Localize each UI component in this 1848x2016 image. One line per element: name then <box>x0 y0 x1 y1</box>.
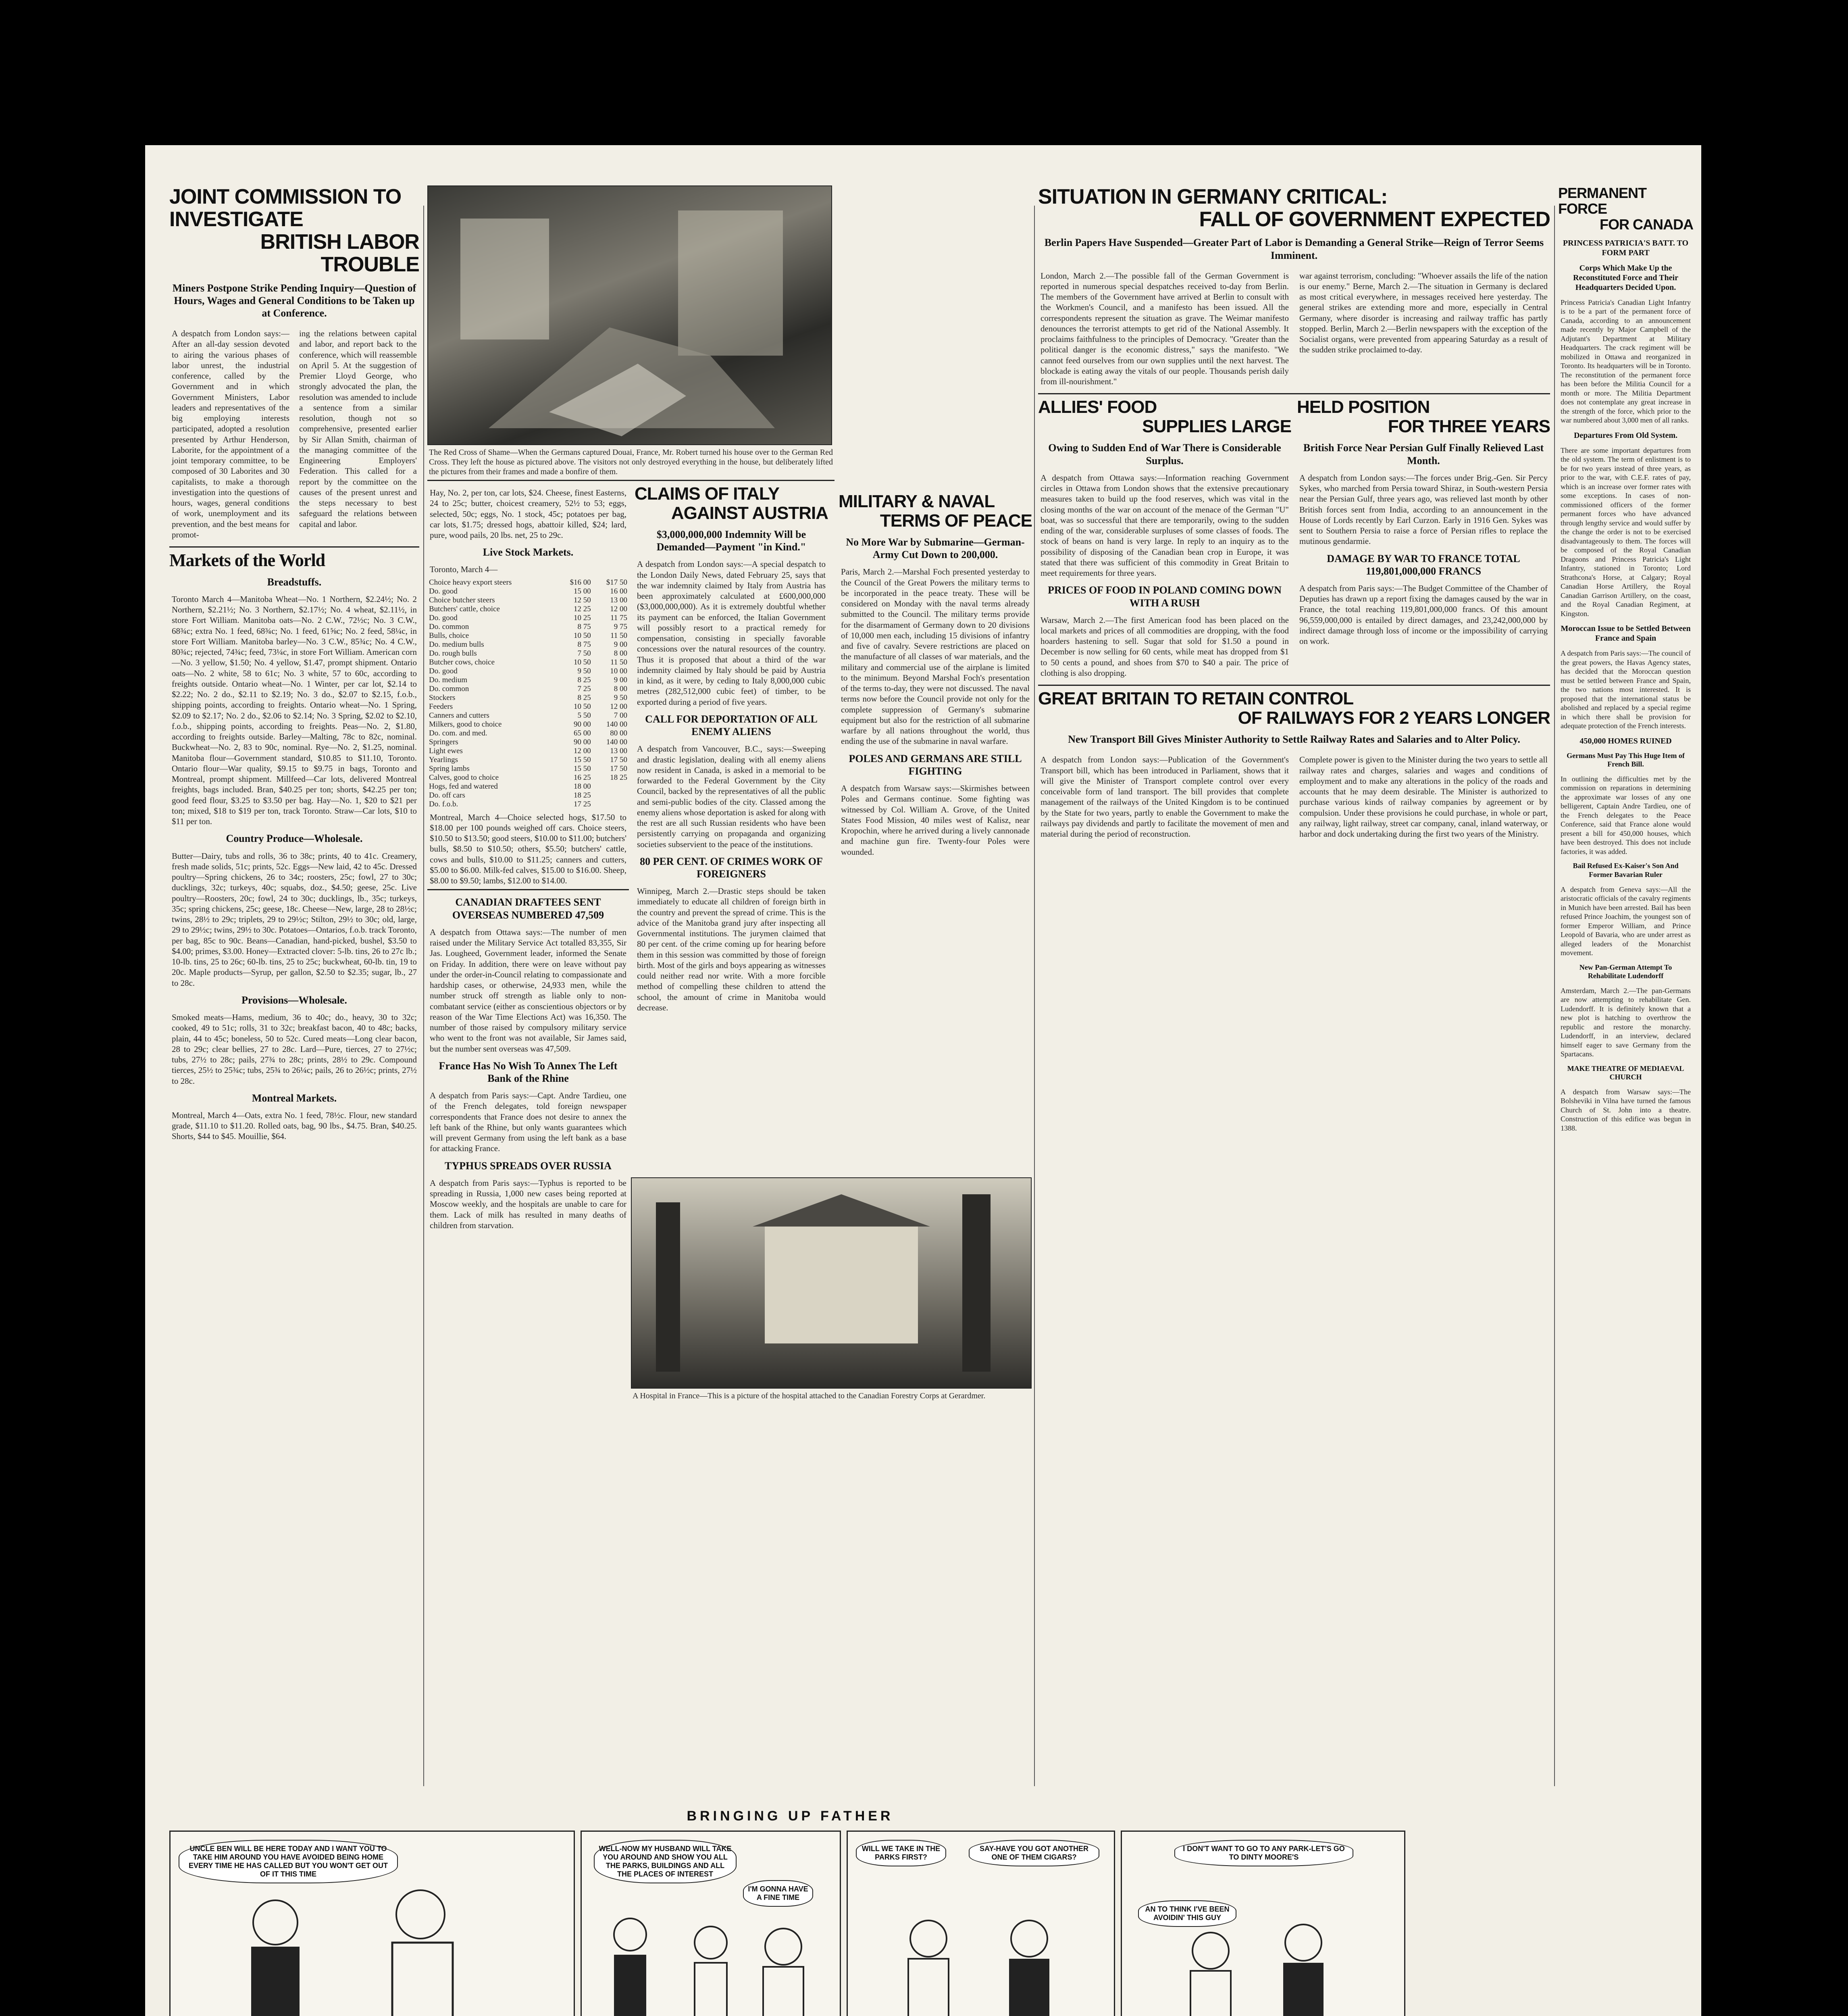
livestock-price: 18 00 <box>573 782 591 791</box>
livestock-price: 11 50 <box>610 631 627 640</box>
livestock-price: 9 50 <box>614 693 627 702</box>
livestock-price: 16 25 <box>573 773 591 782</box>
markets-body: Toronto March 4—Manitoba Wheat—No. 1 Northern, $2.24½; No. 2 Northern, $2.21½; No. 3 Northern, $2.17½; No. 4 wheat, $2.11½, in store Fort William. Manitoba oats—No. 2 C.W., 72½c; No. 3 C.W., 68¾c; extra No. 1 feed, 68¾c; No. 1 feed, 61⅝c; No. 2 feed, 58¼c, in store Fort William. Manitoba barley—No. 3 C.W., 85¾c; No. 4 C.W., 80¾c; rejected, 74¾c; feed, 73¼c, in store Fort William. American corn—No. 3 yellow, $1.50; No. 4 yellow, $1.47, prompt shipment. Ontario oats—No. 2 white, 58 to 61c; No. 3 white, 57 to 60c, according to freights outside. Ontario wheat—No. 1 Winter, per car lot, $2.14 to $2.22; No. 2 do., $2.11 to $2.19; No. 3 do., $2.07 to $2.15, f.o.b., shipping points, according to freights. Ontario wheat—No. 1 Spring, $2.09 to $2.17; No. 2 do., $2.06 to $2.14; No. 3 Spring, $2.02 to $2.10, f.o.b., shipping points, according to freights. Peas—No. 2, $1.80, according to freights outside. Barley—Malting, 78c to 82c, nominal. Buckwheat—No. 2, 83 to 90c, nominal. Rye—No. 2, $1.25, nominal. Manitoba flour—Government standard, $10.85 to $11.10, Toronto. Ontario flour—War quality, $9.15 to $9.75 in bags, Toronto and Montreal, prompt shipment. Millfeed—Car lots, delivered Montreal freights, bags included. Bran, $40.25 per ton; shorts, $42.25 per ton; good feed flour, $3.25 to $3.50 per bag. Hay—No. 1, $20 to $21 per ton; mixed, $18 to $19 per ton, track Toronto. Straw—Car lots, $10 to $11 per ton. <box>172 594 417 827</box>
naval-headline-line2: TERMS OF PEACE <box>880 510 1032 531</box>
livestock-price: $17 50 <box>606 578 627 587</box>
poles-title: POLES AND GERMANS ARE STILL FIGHTING <box>849 752 1022 777</box>
livestock-row <box>427 756 629 764</box>
livestock-price <box>593 800 629 809</box>
labor-body-b: ing the relations between capital and labor, and report back to the conference, which will reassemble on April 5. At the suggestion of Premier Lloyd George, who strongly advocated the plan, the resolution was amended to include a sentence from a similar resolution, though not so comprehensive, presented earlier by Sir Allan Smith, chairman of the managing committee of the Engineering Employers' Federation. This called for a report by the committee on the causes of the present unrest and the steps necessary to best safeguard the relations between capital and labor. <box>299 329 417 529</box>
livestock-item: Butchers' cattle, choice <box>429 604 500 613</box>
livestock-price: 17 50 <box>610 764 627 773</box>
livestock-price: 9 50 <box>577 666 591 675</box>
comic-panel-4 <box>1121 1831 1405 2016</box>
italy-body: A despatch from London says:—A special despatch to the London Daily News, dated February 25, says that the war indemnity claimed by Italy from Austria has been approximately calculated at £600,000,000 ($3,000,000,000). As it is extremely doubtful whether its payment can be enforced, the Italian Government will possibly resort to a practical remedy for compensation, consisting in specially favorable concessions over the natural resources of the country. Thus it is proposed that about a third of the war indemnity claimed by Italy should be paid by Austria in kind, as it were, by ceding to Italy 8,000,000 cubic metres (282,512,000 cubic feet) of timber, to be exported during a period of five years. <box>637 559 826 707</box>
livestock-price <box>593 782 629 791</box>
livestock-price: 12 50 <box>573 596 591 604</box>
livestock-price: 7 25 <box>577 684 591 693</box>
typhus-body: A despatch from Paris says:—Typhus is reported to be spreading in Russia, 1,000 new cases being reported at Moscow weekly, and the hospitals are unable to care for them. Lack of milk has resulted in many deaths of children from starvation. <box>430 1178 626 1230</box>
livestock-item: Milkers, good to choice <box>429 720 502 729</box>
livestock-item: Do. f.o.b. <box>429 800 458 808</box>
col5-middle <box>1038 398 1550 681</box>
divider <box>1038 685 1550 686</box>
speech-bubble: I DON'T WANT TO GO TO ANY PARK-LET'S GO TO DINTY MOORE'S <box>1174 1840 1353 1866</box>
departures-body: There are some important departures from the old system. The term of enlistment is to be for two years instead of three years, as prior to the war, with C.E.F. rates of pay, which is an increase over former rates with some exceptions. In cases of non-commissioned officers of the former permanent forces who have advanced through lengthy service and would suffer by the change the order is not to be exercised disadvantageously to them. The forces will be composed of the Royal Canadian Dragoons and Princess Patricia's Light Infantry, stationed in Toronto; Lord Strathcona's Horse, at Calgary; Royal Canadian Horse Artillery, the Royal Canadian Garrison Artillery, on the coast, and the Royal Canadian Regiment, at Kingston. <box>1561 446 1691 618</box>
church-body: A despatch from Warsaw says:—The Bolsheviki in Vilna have turned the famous Church of St. John into a theatre. Construction of this edifice was begun in 1388. <box>1561 1087 1691 1132</box>
allies-deck: Owing to Sudden End of War There is Considerable Surplus. <box>1048 442 1281 467</box>
draftees-title: CANADIAN DRAFTEES SENT OVERSEAS NUMBERED 47,509 <box>452 896 604 921</box>
livestock-price: 12 25 <box>573 604 591 613</box>
railway-deck: New Transport Bill Gives Minister Authority to Settle Railway Rates and Salaries and to Alter Policy. <box>1068 733 1520 746</box>
livestock-item: Do. off cars <box>429 791 465 800</box>
livestock-price: 8 25 <box>577 693 591 702</box>
livestock-row <box>427 773 629 782</box>
livestock-intro: Toronto, March 4— <box>430 564 498 575</box>
permanent-force-deck1: PRINCESS PATRICIA'S BATT. TO FORM PART <box>1563 238 1689 257</box>
livestock-price: 65 00 <box>573 729 591 737</box>
permanent-force-headline-line1: PERMANENT FORCE <box>1558 185 1647 217</box>
livestock-price: 15 00 <box>573 587 591 596</box>
red-cross-photo <box>427 185 832 445</box>
livestock-price: 9 00 <box>614 640 627 649</box>
livestock-row <box>427 782 629 791</box>
divider <box>169 546 419 548</box>
divider <box>427 889 629 890</box>
livestock-price: 80 00 <box>610 729 627 737</box>
persia-column <box>1297 398 1550 681</box>
livestock-item: Feeders <box>429 702 453 711</box>
livestock-item: Light ewes <box>429 746 463 755</box>
family-figures <box>582 1910 840 2016</box>
comic-strip <box>169 1808 1411 2016</box>
italy-deck: $3,000,000,000 Indemnity Will be Demanded—Payment "in Kind." <box>656 529 806 553</box>
livestock-price: 15 50 <box>573 764 591 773</box>
country-body: Butter—Dairy, tubs and rolls, 36 to 38c; prints, 40 to 41c. Creamery, fresh made solids, 51c; prints, 52c. Eggs—New laid, 42 to 45c. Dressed poultry—Spring chickens, 26 to 34c; roosters, 25c; fowl, 27 to 30c; ducklings, 32c; turkeys, 40c; squabs, doz., $4.50; geese, 25c. Live poultry—Roosters, 20c; fowl, 24 to 30c; ducklings, lb., 35c; turkeys, 35c; spring chickens, 25c; geese, 18c. Cheese—New, large, 28 to 28½c; twins, 28½ to 29c; triplets, 29 to 29½c; Stilton, 29½ to 30c; old, large, 29 to 29½c; twins, 29½ to 30c. Potatoes—Ontarios, f.o.b. track Toronto, per bag, 85c to 90c. Beans—Canadian, hand-picked, bushel, $3.50 to $4.00; primes, $3.00. Honey—Extracted clover: 5-lb. tins, 26 to 27c lb.; 10-lb. tins, 25 to 26c; 60-lb. tins, 25 to 25c; buckwheat, 60-lb. tin, 19 to 20c. Maple products—Syrup, per gallon, $2.50 to $2.35; sugar, lb., 27 to 28c. <box>172 851 417 988</box>
homes-sub: Germans Must Pay This Huge Item of French Bill. <box>1567 751 1685 768</box>
homes-body: In outlining the difficulties met by the commission on reparations in determining the approximate war losses of any one belligerent, Captain Andre Tardieu, one of the French delegates to the Peace Conference, said that France alone would present a bill for 450,000 houses, which have been destroyed. This does not include factories, it was added. <box>1561 775 1691 856</box>
livestock-row <box>427 694 629 702</box>
crimes-title: 80 PER CENT. OF CRIMES WORK OF FOREIGNERS <box>640 855 823 880</box>
speech-bubble: WELL-NOW MY HUSBAND WILL TAKE YOU AROUND AND SHOW YOU ALL THE PARKS, BUILDINGS AND ALL THE PLACES OF INTEREST <box>594 1840 737 1883</box>
bail-title: Bail Refused Ex-Kaiser's Son And Former Bavarian Ruler <box>1573 862 1679 879</box>
column-rule <box>1034 206 1035 1786</box>
livestock-row <box>427 649 629 658</box>
column-2 <box>427 185 835 1790</box>
permanent-force-body: Princess Patricia's Canadian Light Infantry is to be a part of the permanent force of Canada, according to an announcement made recently by Major Campbell of the Adjutant's Department at Military Headquarters. The crack regiment will be mobilized in Ottawa and reorganized in Toronto. Its headquarters will be in Toronto. The reconstitution of the permanent force has been before the Militia Council for a month or more. The Militia Department does not contemplate any great increase in the strength of the force, which prior to the war numbered about 3,000 men of all ranks. <box>1561 298 1691 425</box>
livestock-price: 10 50 <box>573 702 591 711</box>
livestock-price: 10 00 <box>610 666 627 675</box>
church-title: MAKE THEATRE OF MEDIAEVAL CHURCH <box>1567 1064 1684 1081</box>
livestock-price: 5 50 <box>577 711 591 720</box>
livestock-row <box>427 738 629 747</box>
column-1 <box>169 185 419 1790</box>
hay-text: Hay, No. 2, per ton, car lots, $24. Cheese, finest Easterns, 24 to 25c; butter, choicest creamery, 52½ to 53; eggs, selected, 50c; eggs, No. 1 stock, 45c; potatoes per bag, car lots, $1.75; dressed hogs, abattoir killed, $24; lard, pure, wood pails, 20 lbs. net, 25 to 29c. <box>430 488 626 540</box>
labor-body-a: A despatch from London says:—After an all-day session devoted to airing the various phases of labor unrest, the industrial conference, called by the Government and in which Government Ministers, Labor leaders and representatives of the big employing interests participated, adopted a resolution presented by Arthur Henderson, Laborite, for the appointment of a joint temporary committee, to be composed of 30 Laborites and 30 capitalists, to make a thorough investigation into the questions of hours, wages, general conditions of work, unemployment and its prevention, and the best means for promot- <box>172 329 289 539</box>
germany-deck: Berlin Papers Have Suspended—Greater Part of Labor is Demanding a General Strike—Reign of Terror Seems Imminent. <box>1044 237 1544 261</box>
jiggs-and-uncle-figures <box>1122 1918 1404 2016</box>
livestock-row <box>427 764 629 773</box>
allies-headline-line1: ALLIES' FOOD <box>1038 397 1157 417</box>
pangerman-title: New Pan-German Attempt To Rehabilitate Ludendorff <box>1579 963 1672 980</box>
moroccan-body: A despatch from Paris says:—The council of the great powers, the Havas Agency states, has decided that the Moroccan question must be settled between France and Spain, the two nations most interested. It is proposed that the international status be abolished and replaced by a special regime in which there shall be provision for adequate protection of the French interests. <box>1561 649 1691 730</box>
speech-bubble: SAY-HAVE YOU GOT ANOTHER ONE OF THEM CIGARS? <box>969 1840 1099 1866</box>
damage-body: A despatch from Paris says:—The Budget Committee of the Chamber of Deputies has drawn up a report fixing the damages caused by the war in France, the total reaching 119,801,000,000 francs. Of this amount 96,559,000,000 is entailed by direct damages, and 23,242,000,000 by indirect damage through loss of income or the impossibility of carrying on work. <box>1299 583 1548 646</box>
column-rule <box>423 206 424 1786</box>
persia-headline-line2: FOR THREE YEARS <box>1388 416 1550 436</box>
moroccan-title: Moroccan Issue to be Settled Between France and Spain <box>1561 624 1691 643</box>
montreal-title: Montreal Markets. <box>252 1092 337 1104</box>
persia-headline-line1: HELD POSITION <box>1297 397 1430 417</box>
livestock-row <box>427 729 629 738</box>
livestock-row <box>427 685 629 694</box>
poland-body: Warsaw, March 2.—The first American food has been placed on the local markets and prices of all commodities are dropping, with the food hoarders hastening to sell. Sugar that sold for $1.50 a pound in December is now selling for 60 cents, while meat has dropped from $1 to 50 cents a pound, and shoes from $70 to $40 a pair. The price of clothing is also dropping. <box>1041 615 1289 678</box>
montreal-livestock: Montreal, March 4—Choice selected hogs, $17.50 to $18.00 per 100 pounds weighed off cars. Choice steers, $10.50 to $13.50; good steers, $10.00 to $11.00; butchers' bulls, $8.50 to $10.50; others, $5.50; butchers' cattle, cows and bulls, $10.00 to $11.25; canners and cutters, $5.00 to $6.00. Milk-fed calves, $15.00 to $16.00. Sheep, $8.00 to $9.50; lambs, $12.00 to $14.00. <box>430 812 626 886</box>
livestock-item: Stockers <box>429 693 456 702</box>
livestock-item: Butcher cows, choice <box>429 658 495 666</box>
montreal-body: Montreal, March 4—Oats, extra No. 1 feed, 78½c. Flour, new standard grade, $11.10 to $11.20. Rolled oats, bag, 90 lbs., $4.75. Bran, $40.25. Shorts, $44 to $45. Mouillie, $64. <box>172 1110 417 1141</box>
livestock-price: 9 75 <box>614 622 627 631</box>
railway-body-b: Complete power is given to the Minister during the two years to settle all railway rates and charges, salaries and wages and conditions of employment and to make any alterations in the policy of the roads and accounts that he may deem desirable. The Minister is authorized to purchase various kinds of railway companies by agreement or by compulsion. Under these provisions he could purchase, in whole or part, any railway, light railway, street car company, canal, inland waterway, or harbor and dock undertaking during the first two years of the Ministry. <box>1299 755 1548 839</box>
livestock-row <box>427 676 629 685</box>
livestock-row <box>427 578 629 587</box>
poles-body: A despatch from Warsaw says:—Skirmishes between Poles and Germans continue. Some fighting was witnessed by Col. William A. Grove, of the United States Food Mission, 40 miles west of Kalisz, near Kropochin, where he arrived during a lively cannonade and machine gun fire. Twenty-four Poles were wounded. <box>841 783 1030 857</box>
livestock-price: 8 00 <box>614 684 627 693</box>
livestock-item: Yearlings <box>429 755 458 764</box>
livestock-item: Hogs, fed and watered <box>429 782 498 791</box>
livestock-row <box>427 614 629 623</box>
livestock-price: 10 50 <box>573 631 591 640</box>
livestock-price: 17 25 <box>573 800 591 808</box>
allies-headline-line2: SUPPLIES LARGE <box>1142 416 1291 436</box>
naval-deck: No More War by Submarine—German-Army Cut Down to 200,000. <box>846 536 1025 561</box>
livestock-row <box>427 702 629 711</box>
italy-headline-line1: CLAIMS OF ITALY <box>635 484 779 504</box>
col2-lower <box>427 484 835 1234</box>
newspaper-page <box>145 145 1701 2016</box>
livestock-price: 11 75 <box>610 613 627 622</box>
divider <box>427 480 835 481</box>
livestock-item: Do. common <box>429 684 469 693</box>
livestock-item: Spring lambs <box>429 764 470 773</box>
draftees-body: A despatch from Ottawa says:—The number of men raised under the Military Service Act totalled 83,355, Sir Jas. Lougheed, Government leader, informed the Senate on Friday. In addition, there were on leave without pay under the order-in-Council relating to compassionate and hardship cases, or otherwise, 24,933 men, while the number struck off strength as liable only to non-combatant service (either as conscientious objectors or by reason of the War Time Elections Act) was 16,350. The number of those raised by compulsory military service who went to the front was not available, Sir James said, but the number sent overseas was 47,509. <box>430 927 626 1054</box>
france-body: A despatch from Paris says:—Capt. Andre Tardieu, one of the French delegates, told foreign newspaper correspondents that France does not desire to annex the left bank of the Rhine, but only wants guarantees which will prevent Germany from using the left bank as a base for attacking France. <box>430 1091 626 1154</box>
labor-headline-line1: JOINT COMMISSION TO INVESTIGATE <box>169 185 402 231</box>
railway-body-a: A despatch from London says:—Publication of the Government's Transport bill, which has been introduced in Parliament, shows that it will give the Minister of Transport complete control over every conceivable form of land transport. The bill provides that complete management of the railways of the United Kingdom is to be continued by the State for two years, partly to enable the Government to make the railways pay dividends and partly to facilitate the movement of men and material during the period of reconstruction. <box>1041 755 1289 839</box>
livestock-row <box>427 720 629 729</box>
livestock-price: 8 75 <box>577 622 591 631</box>
livestock-price: 8 25 <box>577 675 591 684</box>
livestock-price: 7 00 <box>614 711 627 720</box>
aliens-body: A despatch from Vancouver, B.C., says:—Sweeping and drastic legislation, dealing with all enemy aliens now resident in Canada, is asked in a memorial to be forwarded to the Federal Government by the City Council, backed by the representatives of all the public and semi-public bodies of the city. Classed among the enemy aliens whose deportation is asked for along with the rest are all such Russian residents who have been persistently carrying on propaganda and organizing societies subservient to the peace of the institutions. <box>637 744 826 849</box>
livestock-item: Choice heavy export steers <box>429 578 512 587</box>
column-rule <box>1554 206 1555 1786</box>
labor-headline-line2: BRITISH LABOR TROUBLE <box>260 230 419 277</box>
germany-body <box>1038 267 1550 390</box>
speech-bubble: AN TO THINK I'VE BEEN AVOIDIN' THIS GUY <box>1138 1900 1236 1927</box>
france-title: France Has No Wish To Annex The Left Bank of the Rhine <box>439 1060 618 1084</box>
italy-column <box>635 484 828 1234</box>
column-4 <box>839 492 1032 1153</box>
livestock-price: 13 00 <box>610 596 627 604</box>
livestock-item: Calves, good to choice <box>429 773 499 782</box>
livestock-item: Do. good <box>429 587 458 596</box>
livestock-price: 8 00 <box>614 649 627 658</box>
allies-body: A despatch from Ottawa says:—Information reaching Government circles in Ottawa from London shows that the extensive precautionary measures taken to build up the food reserves, which was vital in the closing months of the war on account of the menace of the German "U" boat, was so successful that there are temporarily, owing to the sudden ending of the war, considerable surpluses of some classes of foods. The stock of beans on hand is very large. In reply to an inquiry as to the possibility of disposing of the Canadian bean crop in Europe, it was stated that there was sufficient of this commodity in Great Britain to meet requirements for three years. <box>1041 473 1289 578</box>
crimes-body: Winnipeg, March 2.—Drastic steps should be taken immediately to educate all children of foreign birth in the country and prevent the spread of crime. This is the advice of the Manitoba grand jury after inspecting all Governmental institutions. The jurymen claimed that 80 per cent. of the crime coming up for hearing before them in this session was committed by those of foreign birth. Most of the girls and boys appearing as witnesses could neither read nor write. With a more forcible method of compelling these children to attend the school, the amount of crime in Manitoba would decrease. <box>637 886 826 1012</box>
railway-headline-line2: OF RAILWAYS FOR 2 YEARS LONGER <box>1238 708 1550 728</box>
livestock-row <box>427 747 629 756</box>
provisions-body: Smoked meats—Hams, medium, 36 to 40c; do., heavy, 30 to 32c; cooked, 49 to 51c; rolls, 31 to 32c; breakfast bacon, 40 to 48c; backs, plain, 44 to 45c; boneless, 50 to 52c. Cured meats—Long clear bacon, 28 to 29c; clear bellies, 27 to 28c. Lard—Pure, tierces, 27 to 27½c; tubs, 27½ to 28c; pails, 27¾ to 28c; prints, 28½ to 29c. Compound tierces, 25½ to 25¾c; tubs, 25¾ to 26¼c; pails, 26 to 26½c; prints, 27½ to 28c. <box>172 1012 417 1086</box>
germany-body-a: London, March 2.—The possible fall of the German Government is reported in numerous special despatches received to-day from Berlin. The members of the Government have arrived at Berlin to consult with the Workmen's Council, and a manifesto has been issued. All the correspondents represent the situation as grave. The Weimar manifesto denounces the terrorist attempts to get rid of the National Assembly. It proclaims faithfulness to the principles of Democracy. "Greater than the political danger is the economic distress," says the manifesto. "We cannot feed ourselves from our own supplies until the next harvest. The blockade is eating away the vitals of our people. Thousands perish daily from ill-nourishment." <box>1041 271 1289 387</box>
livestock-price: 18 25 <box>610 773 627 782</box>
livestock-price: 16 00 <box>610 587 627 596</box>
livestock-price: 8 75 <box>577 640 591 649</box>
livestock-item: Do. good <box>429 613 458 622</box>
speech-bubble: WILL WE TAKE IN THE PARKS FIRST? <box>856 1840 946 1866</box>
permanent-force-headline-line2: FOR CANADA <box>1600 216 1693 233</box>
livestock-item: Canners and cutters <box>429 711 489 720</box>
markets-sub: Breadstuffs. <box>267 576 322 588</box>
livestock-table <box>427 578 629 809</box>
livestock-row <box>427 711 629 720</box>
livestock-price: 17 50 <box>610 755 627 764</box>
germany-headline-line2: FALL OF GOVERNMENT EXPECTED <box>1199 208 1550 231</box>
comic-title: BRINGING UP FATHER <box>687 1808 894 1824</box>
typhus-title: TYPHUS SPREADS OVER RUSSIA <box>445 1160 612 1172</box>
aliens-title: CALL FOR DEPORTATION OF ALL ENEMY ALIENS <box>645 713 818 738</box>
hospital-caption: A Hospital in France—This is a picture of the hospital attached to the Canadian Forestry Corps at Gerardmer. <box>633 1391 986 1400</box>
livestock-price: 10 50 <box>573 658 591 666</box>
poland-title: PRICES OF FOOD IN POLAND COMING DOWN WITH A RUSH <box>1048 584 1282 609</box>
livestock-price: 90 00 <box>573 720 591 729</box>
railway-headline-line1: GREAT BRITAIN TO RETAIN CONTROL <box>1038 689 1354 709</box>
livestock-item: Do. common <box>429 622 469 631</box>
livestock-row <box>427 640 629 649</box>
livestock-item: Do. good <box>429 666 458 675</box>
livestock-price: 90 00 <box>573 737 591 746</box>
column-5 <box>1038 185 1550 1790</box>
livestock-price: 11 50 <box>610 658 627 666</box>
livestock-column <box>427 484 629 1234</box>
naval-body: Paris, March 2.—Marshal Foch presented yesterday to the Council of the Great Powers the military terms to be incorporated in the peace treaty. These will be considered on Monday with the naval terms already submitted to the Council. The military terms provide for the disarmament of Germany down to 20 divisions of 10,000 men each, including 15 divisions of infantry and five of cavalry. Severe restrictions are placed on the manufacture of all classes of war materials, and the military and commercial use of the airplane is limited to the minimum. Beyond Marshal Foch's presentation of the terms to-day, they were not discussed. The naval terms now before the Council provide not only for the complete suppression of Germany's submarine equipment but also for the restriction of all submarine warfare by all nations throughout the world, thus ending the use of the submarine in naval warfare. <box>841 567 1030 746</box>
livestock-row <box>427 631 629 640</box>
livestock-price: 7 50 <box>577 649 591 658</box>
departures-title: Departures From Old System. <box>1573 431 1677 440</box>
jiggs-and-uncle-figures <box>848 1910 1114 2016</box>
livestock-row <box>427 658 629 667</box>
livestock-item: Do. com. and med. <box>429 729 487 737</box>
germany-body-b: war against terrorism, concluding: "Whoever assails the life of the nation is our enemy." Berne, March 2.—The situation in Germany is declared as most critical everywhere, in messages received here yesterday. The general strikes are extending more and more, especially in Central Germany, where disorder is increasing and railway traffic has partly stopped. Berlin, March 2.—Berlin newspapers with the exception of the Socialist organs, were prevented from appearing Saturday as a result of the sudden strike proclaimed to-day. <box>1299 271 1548 355</box>
livestock-item: Do. medium bulls <box>429 640 484 649</box>
homes-title: 450,000 HOMES RUINED <box>1580 736 1672 746</box>
livestock-price: 12 00 <box>610 604 627 613</box>
livestock-price: 12 00 <box>573 746 591 755</box>
livestock-row <box>427 791 629 800</box>
germany-headline-line1: SITUATION IN GERMANY CRITICAL: <box>1038 185 1388 208</box>
bail-body: A despatch from Geneva says:—All the aristocratic officials of the cavalry regiments in Munich have been arrested. Bail has been refused Prince Joachim, the youngest son of former Emperor William, and Prince Leopold of Bavaria, who are under arrest as alleged leaders of the Monarchist movement. <box>1561 885 1691 957</box>
persia-body: A despatch from London says:—The forces under Brig.-Gen. Sir Percy Sykes, who marched from Persia toward Shiraz, in South-western Persia near the Persian Gulf, three years ago, was relieved last month by other British forces sent from India, according to an announcement in the House of Lords recently by Earl Curzon. Early in 1916 Gen. Sykes was sent to Southern Persia to raise a force of Persian rifles to replace the mutinous gendarmie. <box>1299 473 1548 546</box>
livestock-price: 13 00 <box>610 746 627 755</box>
markets-title: Markets of the World <box>169 550 325 571</box>
livestock-item: Springers <box>429 737 458 746</box>
livestock-price: 12 00 <box>610 702 627 711</box>
hospital-illustration <box>632 1178 1031 1388</box>
provisions-title: Provisions—Wholesale. <box>241 994 347 1006</box>
livestock-row <box>427 605 629 614</box>
speech-bubble: I'M GONNA HAVE A FINE TIME <box>743 1880 813 1907</box>
permanent-force-deck2: Corps Which Make Up the Reconstituted Force and Their Headquarters Decided Upon. <box>1573 263 1678 292</box>
allies-column <box>1038 398 1291 681</box>
hospital-photo-block <box>631 1177 1034 1419</box>
livestock-price: 140 00 <box>606 737 627 746</box>
livestock-item: Do. rough bulls <box>429 649 477 658</box>
livestock-row <box>427 623 629 631</box>
comic-panel-2 <box>581 1831 841 2016</box>
livestock-row <box>427 667 629 676</box>
pangerman-body: Amsterdam, March 2.—The pan-Germans are now attempting to rehabilitate Gen. Ludendorff. It is definitely known that a new plot is hatching to overthrow the republic and restore the monarchy. Ludendorff, in an interview, declared himself eager to save Germany from the Spartacans. <box>1561 986 1691 1058</box>
livestock-price: 10 25 <box>573 613 591 622</box>
livestock-item: Do. medium <box>429 675 467 684</box>
labor-body <box>169 325 419 543</box>
livestock-price: 18 25 <box>573 791 591 800</box>
damage-title: DAMAGE BY WAR TO FRANCE TOTAL 119,801,000,000 FRANCS <box>1327 552 1520 577</box>
country-title: Country Produce—Wholesale. <box>226 833 363 845</box>
livestock-price: 140 00 <box>606 720 627 729</box>
persia-deck: British Force Near Persian Gulf Finally Relieved Last Month. <box>1303 442 1544 467</box>
livestock-price <box>593 791 629 800</box>
comic-panel-1 <box>169 1831 575 2016</box>
red-cross-caption: The Red Cross of Shame—When the Germans captured Douai, France, Mr. Robert turned his house over to the German Red Cross. They left the house as pictured above. The visitors not only destroyed everything in the house, but deliberately lifted the pictures from their frames and made a bonfire of them. <box>429 448 833 476</box>
column-6 <box>1558 185 1693 2016</box>
comic-panel-3 <box>847 1831 1115 2016</box>
jiggs-and-maggie-figures <box>171 1886 574 2016</box>
divider <box>1038 393 1550 394</box>
livestock-row <box>427 587 629 596</box>
livestock-title: Live Stock Markets. <box>483 546 574 558</box>
livestock-item: Bulls, choice <box>429 631 469 640</box>
naval-headline-line1: MILITARY & NAVAL <box>839 492 995 511</box>
livestock-row <box>427 800 629 809</box>
livestock-price: 15 50 <box>573 755 591 764</box>
railway-body <box>1038 751 1550 842</box>
labor-deck: Miners Postpone Strike Pending Inquiry—Question of Hours, Wages and General Conditions to be Taken up at Conference. <box>172 282 416 319</box>
livestock-price: $16 00 <box>570 578 591 587</box>
livestock-item: Choice butcher steers <box>429 596 495 604</box>
hospital-photo <box>631 1177 1032 1389</box>
livestock-price: 9 00 <box>614 675 627 684</box>
speech-bubble: UNCLE BEN WILL BE HERE TODAY AND I WANT YOU TO TAKE HIM AROUND YOU HAVE AVOIDED BEING HOME EVERY TIME HE HAS CALLED BUT YOU WON'T GET OUT OF IT THIS TIME <box>179 1840 398 1883</box>
italy-headline-line2: AGAINST AUSTRIA <box>671 503 828 523</box>
livestock-row <box>427 596 629 605</box>
wrecked-room-illustration <box>428 186 831 444</box>
